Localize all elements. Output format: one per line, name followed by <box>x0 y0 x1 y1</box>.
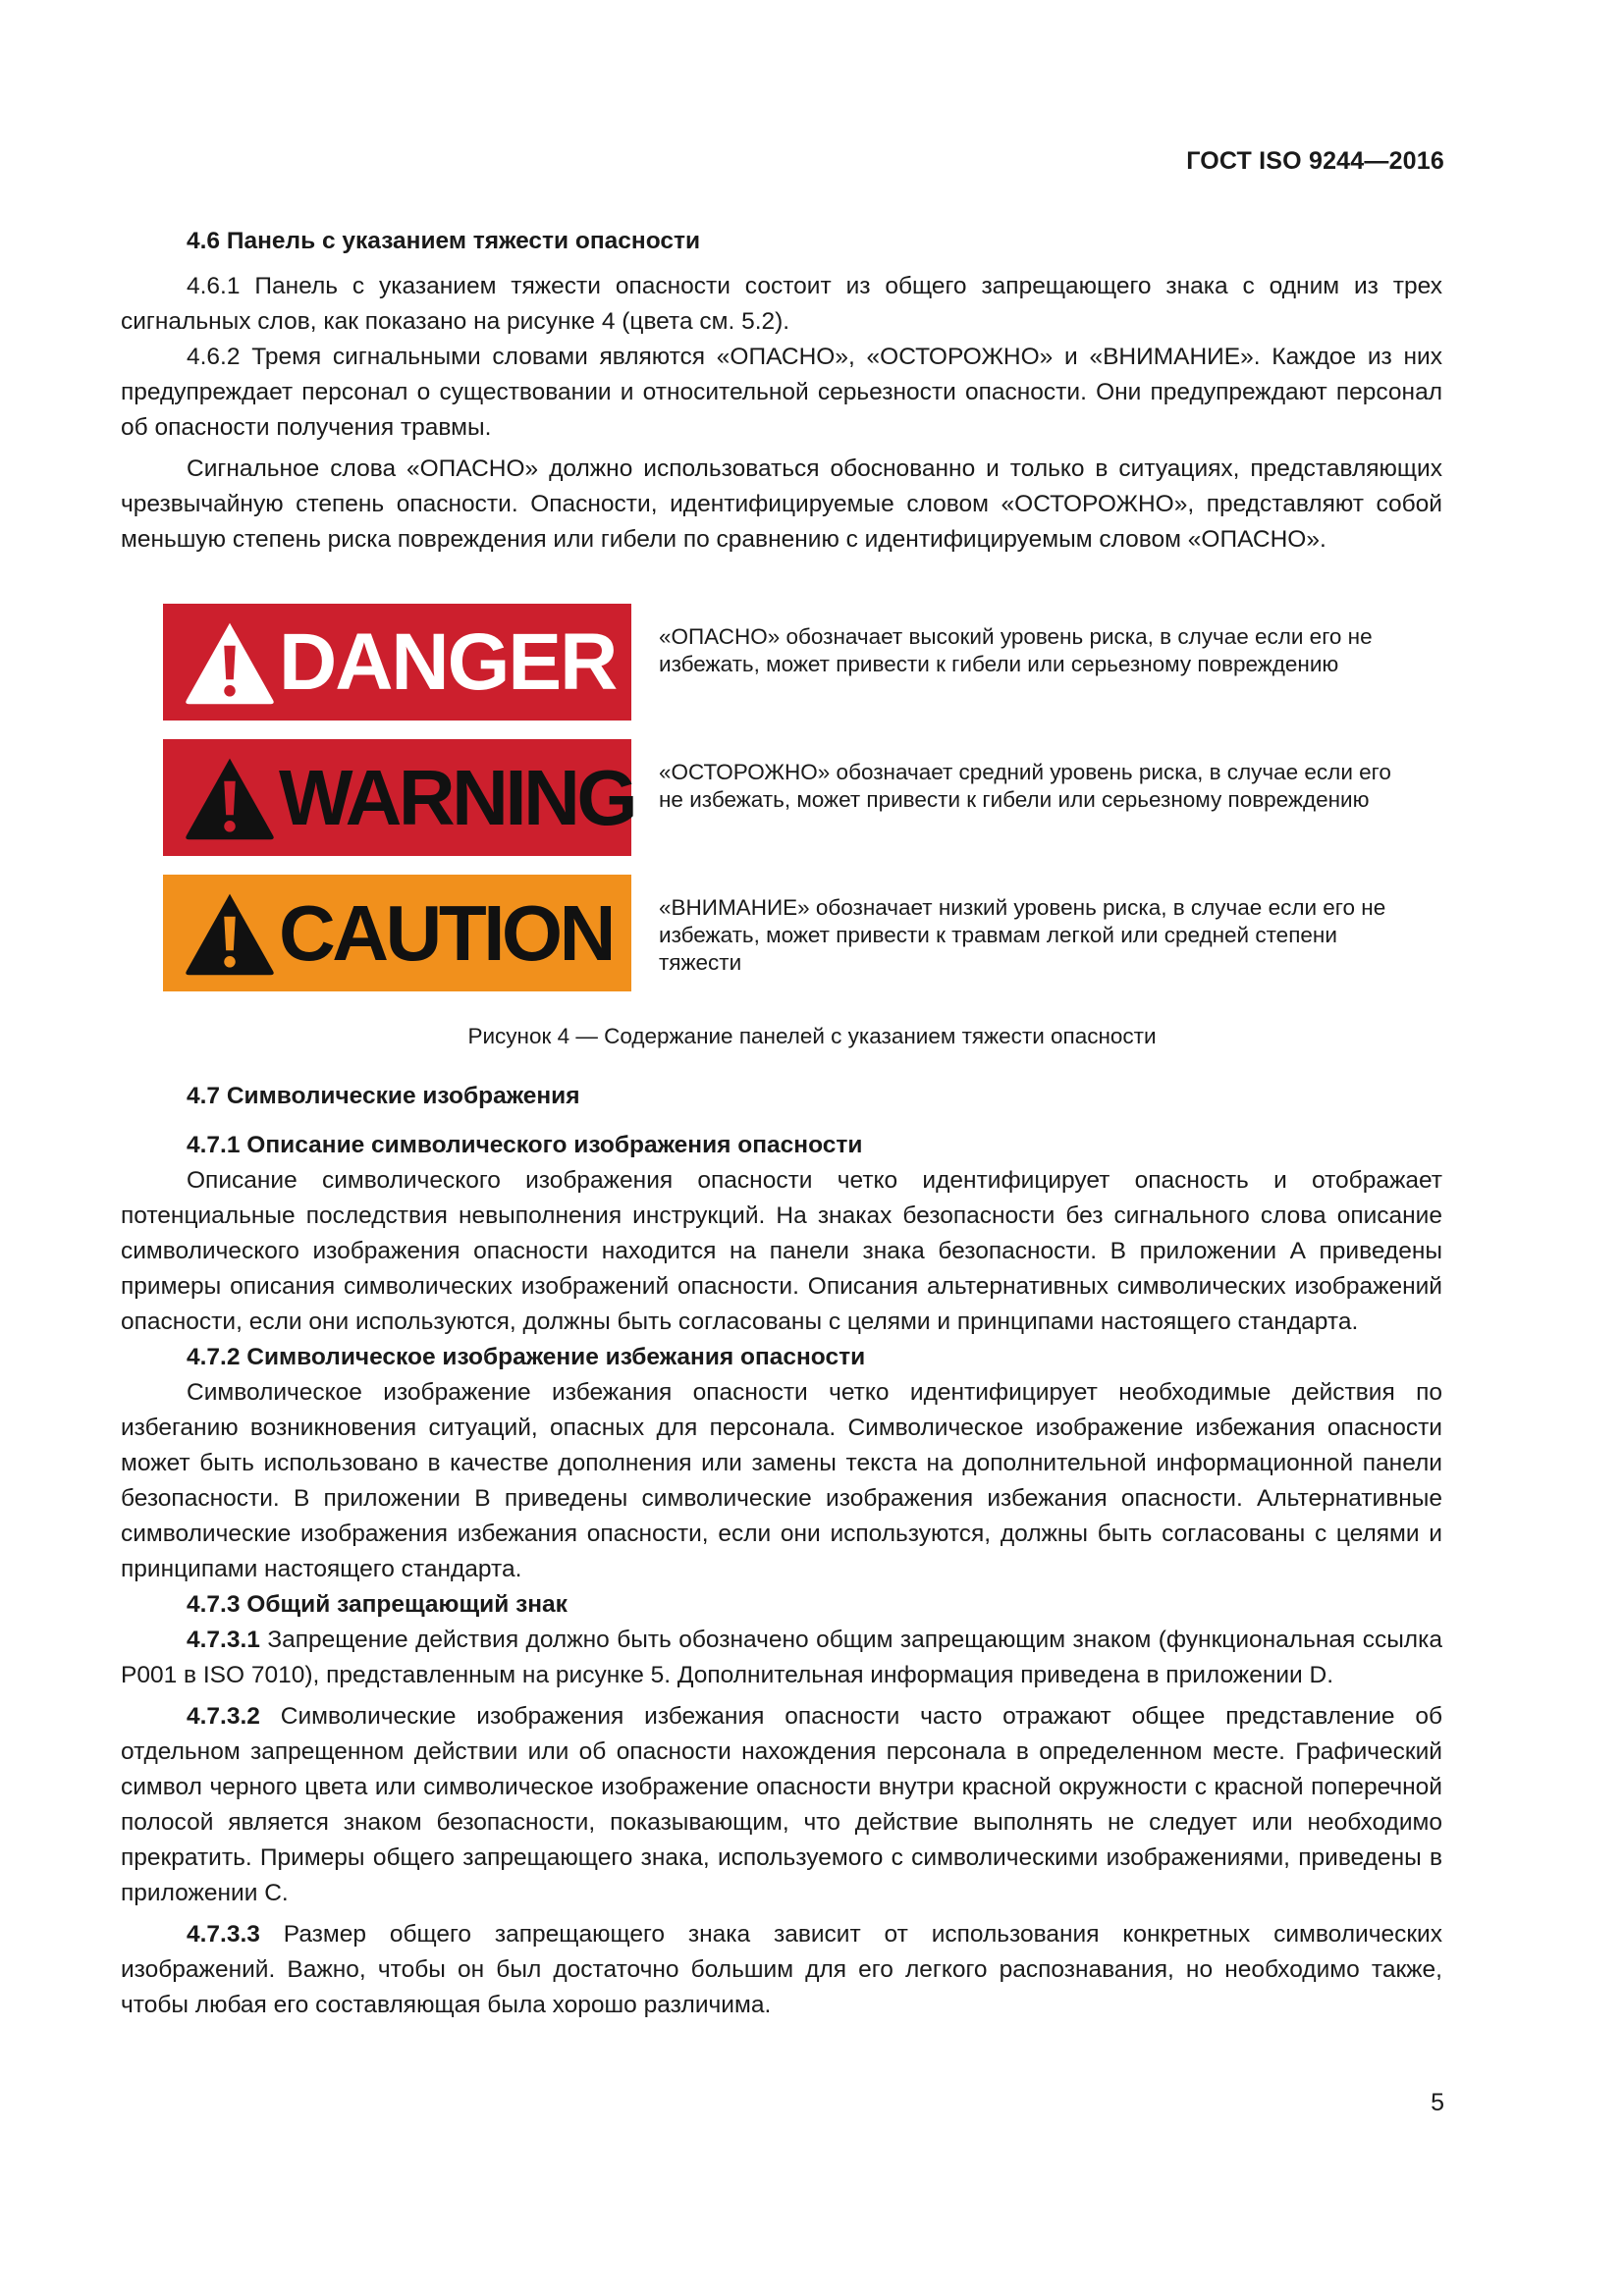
warning-triangle-icon <box>183 753 277 843</box>
page-number: 5 <box>1431 2089 1444 2116</box>
paragraph-4-7-3-1 <box>121 1623 1442 1693</box>
clause-number: 4.7.3.2 <box>187 1703 260 1730</box>
danger-description: «ОПАСНО» обозначает высокий уровень риска, в случае если его не избежать, может привести к гибели или серьезному повреждению <box>659 624 1373 676</box>
danger-signal-word: DANGER <box>279 616 617 707</box>
clause-text: Символические изображения избежания опасности часто отражают общее представление об отдельном запрещенном действии или об опасности нахождения персонала в определенном месте. Графический символ черного цвета или символическое изображение опасности внутри красной окружности с красной поперечной полосой является знаком безопасности, показывающим, что действие выполнять не следует или необходимо прекратить. Примеры общего запрещающего знака, используемого с символическими изображениями, приведены в приложении С. <box>121 1703 1442 1906</box>
clause-text: Размер общего запрещающего знака зависит от использования конкретных символических изображений. Важно, чтобы он был достаточно большим для его легкого распознавания, но необходимо также, чтобы любая его составляющая была хорошо различима. <box>121 1921 1442 2018</box>
caution-description: «ВНИМАНИЕ» обозначает низкий уровень риска, в случае если его не избежать, может привести к травмам легкой или средней степени тяжести <box>659 895 1386 975</box>
paragraph-4-6-signal-word: Сигнальное слова «ОПАСНО» должно использоваться обоснованно и только в ситуациях, представляющих чрезвычайную степень опасности. Опасности, идентифицируемые словом «ОСТОРОЖНО», представляют собой меньшую степень риска повреждения или гибели по сравнению с идентифицируемым словом «ОПАСНО». <box>121 455 1442 553</box>
document-code: ГОСТ ISO 9244—2016 <box>1186 147 1444 175</box>
paragraph-4-6-1: 4.6.1 Панель с указанием тяжести опасности состоит из общего запрещающего знака с одним из трех сигнальных слов, как показано на рисунке 4 (цвета см. 5.2). <box>121 273 1442 335</box>
warning-description: «ОСТОРОЖНО» обозначает средний уровень риска, в случае если его не избежать, может привести к гибели или серьезному повреждению <box>659 760 1391 812</box>
warning-signal-word: WARNING <box>279 753 635 841</box>
clause-number: 4.7.3.1 <box>187 1627 260 1653</box>
section-heading-4-7: 4.7 Символические изображения <box>187 1083 580 1109</box>
paragraph-4-7-2: Символическое изображение избежания опасности четко идентифицирует необходимые действия по избеганию возникновения ситуаций, опасных для персонала. Символическое изображение избежания опасности может быть использовано в качестве дополнения или замены текста на дополнительной информационной панели безопасности. В приложении В приведены символические изображения избежания опасности. Альтернативные символические изображения избежания опасности, если они используются, должны быть согласованы с целями и принципами настоящего стандарта. <box>121 1379 1442 1582</box>
danger-sign <box>163 604 631 721</box>
warning-sign <box>163 739 635 856</box>
warning-triangle-icon <box>183 617 277 708</box>
caution-signal-word: CAUTION <box>279 888 613 977</box>
section-4-6 <box>121 224 1442 259</box>
paragraph-4-6-2: 4.6.2 Тремя сигнальными словами являются «ОПАСНО», «ОСТОРОЖНО» и «ВНИМАНИЕ». Каждое из них предупреждает персонал о существовании и относительной серьезности опасности. Они предупреждают персонал об опасности получения травмы. <box>121 344 1442 441</box>
paragraph-4-7-1: Описание символического изображения опасности четко идентифицирует опасность и отображает потенциальные последствия невыполнения инструкций. На знаках безопасности без сигнального слова описание символического изображения опасности находится на панели знака безопасности. В приложении А приведены примеры описания символических изображений опасности. Описания альтернативных символических изображений опасности, если они используются, должны быть согласованы с целями и принципами настоящего стандарта. <box>121 1167 1442 1335</box>
clause-number: 4.7.3.3 <box>187 1921 260 1948</box>
warning-triangle-icon <box>183 888 277 979</box>
section-heading-4-7-1: 4.7.1 Описание символического изображения опасности <box>187 1132 863 1158</box>
section-4-7 <box>121 1079 1442 2023</box>
section-heading-4-7-3: 4.7.3 Общий запрещающий знак <box>187 1591 568 1618</box>
caution-sign <box>163 875 631 991</box>
paragraph-4-7-3-2 <box>121 1699 1442 1911</box>
section-heading-4-7-2: 4.7.2 Символическое изображение избежания опасности <box>187 1344 866 1370</box>
section-4-6-body <box>121 269 1442 558</box>
section-heading-4-6: 4.6 Панель с указанием тяжести опасности <box>187 228 701 254</box>
figure-4-caption: Рисунок 4 — Содержание панелей с указанием тяжести опасности <box>467 1024 1157 1048</box>
clause-text: Запрещение действия должно быть обозначено общим запрещающим знаком (функциональная ссылка P001 в ISO 7010), представленным на рисунке 5. Дополнительная информация приведена в приложении D. <box>121 1627 1442 1688</box>
paragraph-4-7-3-3 <box>121 1917 1442 2023</box>
